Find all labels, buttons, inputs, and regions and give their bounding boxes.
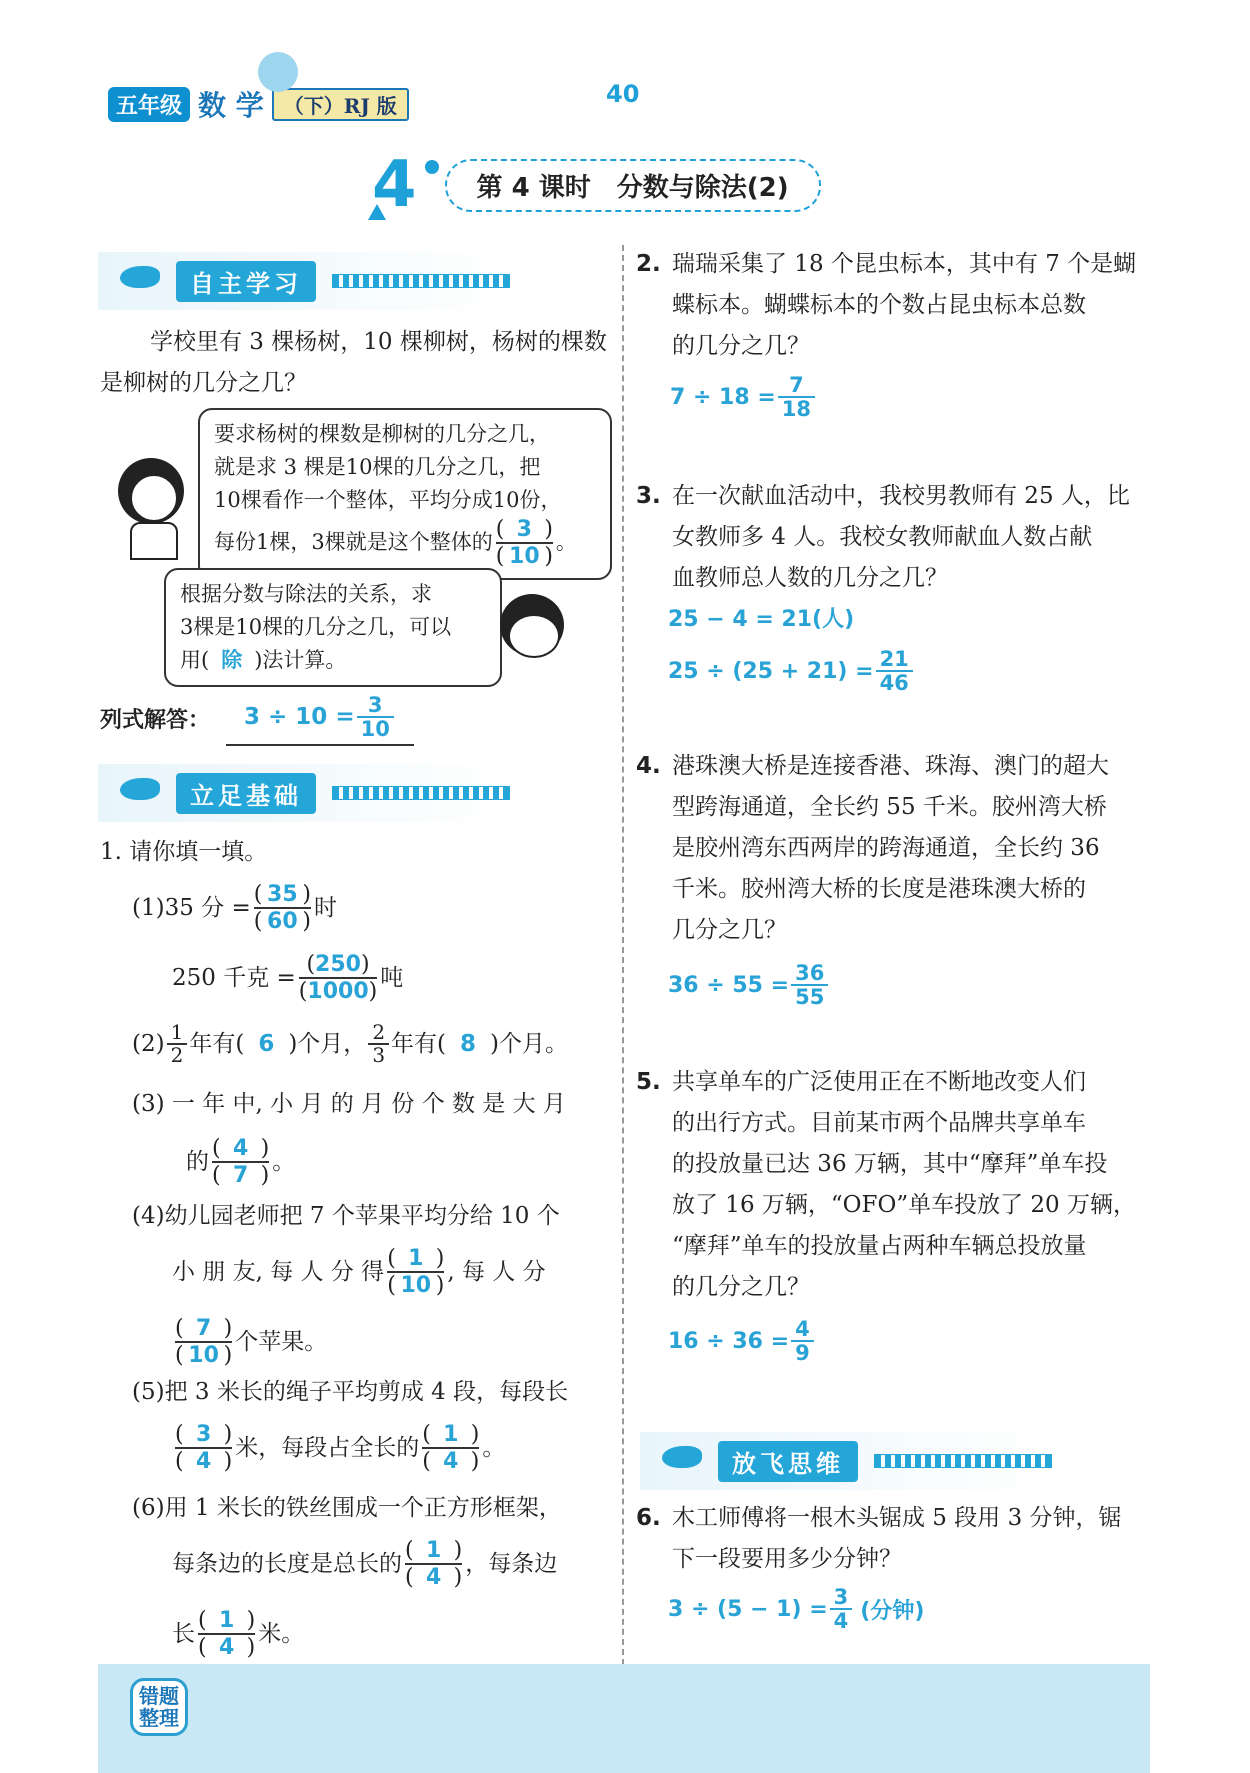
dot-icon xyxy=(425,160,439,174)
q3-answer-step2: 25 ÷ (25 + 21) = $\frac{21}{46}$ xyxy=(668,648,915,694)
q5-answer: 16 ÷ 36 = $\frac{4}{9}$ xyxy=(668,1318,816,1364)
solution-row xyxy=(100,694,414,746)
answer-value: 3 xyxy=(516,517,532,542)
question-line: 是胶州湾东西两岸的跨海通道，全长约 36 xyxy=(672,835,1100,861)
q1-part1b: 250 千克 = $\frac{(250)}{(1000)}$ 吨 xyxy=(172,952,404,1005)
bubble-line: 根据分数与除法的关系，求 xyxy=(180,582,432,606)
answer-value: 60 xyxy=(267,909,298,935)
fraction-den: 55 xyxy=(791,984,828,1008)
q1-part4: (4)幼儿园老师把 7 个苹果平均分给 10 个 xyxy=(132,1203,560,1229)
speech-bubble-girl xyxy=(198,408,612,580)
q1-part6: (6)用 1 米长的铁丝围成一个正方形框架， xyxy=(132,1495,562,1521)
question-line: 瑞瑞采集了 18 个昆虫标本，其中有 7 个是蝴 xyxy=(672,251,1137,277)
question-line: 港珠澳大桥是连接香港、珠海、澳门的超大 xyxy=(672,753,1109,779)
fraction-den: 18 xyxy=(778,396,815,420)
answer-unit: (分钟) xyxy=(860,1598,925,1624)
q3 xyxy=(636,476,1156,599)
lesson-title: 第 4 课时 分数与除法(2) xyxy=(445,159,821,212)
question-number: 5. xyxy=(636,1069,661,1095)
answer-value: 4 xyxy=(232,1136,249,1161)
mascot-icon xyxy=(258,52,298,92)
intro-question: 学校里有 3 棵杨树，10 棵柳树，杨树的棵数是柳树的几分之几？ xyxy=(100,329,607,396)
q3-answer-step1: 25 − 4 = 21(人) xyxy=(668,607,855,632)
question-line: 的几分之几？ xyxy=(672,333,810,359)
q1-part4-line2: 小 朋 友, 每 人 分 得 ( 1 ) ( 10 ) , 每 人 分 xyxy=(172,1246,546,1299)
lesson-header xyxy=(372,148,821,222)
question-line: 的出行方式。目前某市两个品牌共享单车 xyxy=(672,1110,1086,1136)
answer-value: 250 xyxy=(315,952,361,977)
fraction-num: 7 xyxy=(789,373,804,397)
fraction-den: 10 xyxy=(357,716,394,740)
question-line: 女教师多 4 人。我校女教师献血人数占献 xyxy=(672,524,1093,550)
bird-icon xyxy=(120,266,160,288)
answer-value: 1 xyxy=(425,1538,442,1563)
answer-value: 7 xyxy=(232,1163,249,1189)
section-self-study xyxy=(98,252,510,310)
question-number: 6. xyxy=(636,1505,661,1531)
bubble-line: 用( 除 )法计算。 xyxy=(180,648,347,672)
question-line: 几分之几？ xyxy=(672,917,787,943)
boy-avatar xyxy=(500,594,564,656)
column-divider xyxy=(622,245,624,1665)
error-notes-badge: 错题 整理 xyxy=(130,1678,188,1736)
answer-value: 4 xyxy=(195,1449,212,1475)
answer-value: 1000 xyxy=(307,979,369,1005)
q6-answer: 3 ÷ (5 − 1) = $\frac{3}{4}$ (分钟) xyxy=(668,1585,925,1634)
solution-expr: 3 ÷ 10 = xyxy=(244,703,355,730)
section-title: 立足基础 xyxy=(176,773,316,814)
dots-decoration xyxy=(332,274,510,288)
bubble-line: 10棵看作一个整体，平均分成10份， xyxy=(214,488,562,512)
fraction-num: 3 xyxy=(367,693,383,717)
bubble-line: 要求杨树的棵数是柳树的几分之几， xyxy=(214,422,550,446)
header-brand xyxy=(108,84,409,124)
bubble-line: 每份1棵，3棵就是这个整体的 $\frac{( 3 )}{( 10 )}$ 。 xyxy=(214,517,577,570)
answer-value: 10 xyxy=(509,544,540,570)
speech-bubble-boy xyxy=(164,568,502,687)
fraction-num: 3 xyxy=(833,1585,849,1609)
lesson-number: 4 xyxy=(372,148,417,222)
question-line: 的投放量已达 36 万辆，其中“摩拜”单车投 xyxy=(672,1151,1108,1177)
answer-value: 7 xyxy=(195,1316,212,1341)
q1-part6-line3: 长 ( 1 ) ( 4 ) 米。 xyxy=(172,1608,305,1661)
answer-value: 除 xyxy=(221,648,243,672)
question-line: 下一段要用多少分钟？ xyxy=(672,1546,902,1572)
dots-decoration xyxy=(332,786,510,800)
question-line: 血教师总人数的几分之几？ xyxy=(672,565,948,591)
section-title: 自主学习 xyxy=(176,261,316,302)
page-number: 40 xyxy=(606,80,640,108)
dots-decoration xyxy=(874,1454,1052,1468)
question-line: 千米。胶州湾大桥的长度是港珠澳大桥的 xyxy=(672,876,1086,902)
bird-icon xyxy=(120,778,160,800)
fraction-den: 46 xyxy=(876,670,913,694)
question-line: 蝶标本。蝴蝶标本的个数占昆虫标本总数 xyxy=(672,292,1086,318)
answer-value: 10 xyxy=(188,1343,219,1369)
q5 xyxy=(636,1062,1156,1308)
q1-part2: (2) $\frac{1}{2}$ 年有( 6 )个月， $\frac{2}{3}$ 年有( 8 )个月。 xyxy=(132,1020,569,1067)
girl-body xyxy=(130,522,178,560)
q4-answer: 36 ÷ 55 = $\frac{36}{55}$ xyxy=(668,962,830,1008)
answer-value: 1 xyxy=(408,1246,424,1271)
girl-avatar xyxy=(118,458,184,524)
question-line: 在一次献血活动中，我校男教师有 25 人，比 xyxy=(672,483,1130,509)
answer-value: 4 xyxy=(218,1635,235,1661)
q1-part3: (3) 一 年 中, 小 月 的 月 份 个 数 是 大 月 xyxy=(132,1091,566,1117)
question-line: 型跨海通道，全长约 55 千米。胶州湾大桥 xyxy=(672,794,1107,820)
q2 xyxy=(636,244,1156,367)
section-title: 放飞思维 xyxy=(718,1441,858,1482)
answer-value: 3 xyxy=(195,1422,212,1447)
fraction-den: 9 xyxy=(791,1340,814,1364)
version-label: （下）RJ 版 xyxy=(272,88,409,121)
answer-value: 10 xyxy=(400,1273,432,1299)
answer-value: 1 xyxy=(443,1422,459,1447)
answer-value: 8 xyxy=(460,1030,477,1057)
answer-value: 35 xyxy=(267,882,298,907)
question-line: 放了 16 万辆，“OFO”单车投放了 20 万辆， xyxy=(672,1192,1136,1218)
answer-value: 6 xyxy=(258,1030,275,1057)
answer-value: 1 xyxy=(218,1608,235,1633)
question-line: 的几分之几？ xyxy=(672,1274,810,1300)
fraction-num: 4 xyxy=(795,1317,810,1341)
grade-label: 五年级 xyxy=(108,87,190,122)
bubble-line: 3棵是10棵的几分之几，可以 xyxy=(180,615,452,639)
question-number: 4. xyxy=(636,753,661,779)
question-line: 木工师傅将一根木头锯成 5 段用 3 分钟，锯 xyxy=(672,1505,1122,1531)
fraction-den: 4 xyxy=(830,1608,853,1632)
q1-title: 1. 请你填一填。 xyxy=(100,839,268,865)
fraction-num: 36 xyxy=(795,961,825,985)
q6 xyxy=(636,1498,1156,1580)
answer-value: 4 xyxy=(425,1565,442,1591)
q1-part6-line2: 每条边的长度是总长的 ( 1 ) ( 4 ) ，每条边 xyxy=(172,1538,558,1591)
fraction-num: 21 xyxy=(879,647,909,671)
subject-label: 数 学 xyxy=(198,89,264,122)
q4 xyxy=(636,746,1156,951)
question-number: 2. xyxy=(636,251,661,277)
q1-part4-line3: ( 7 ) ( 10 ) 个苹果。 xyxy=(175,1316,328,1369)
q1-part3-answer: 的 ( 4 ) ( 7 ) 。 xyxy=(186,1136,296,1189)
q1-part5-line2: ( 3 ) ( 4 ) 米，每段占全长的 ( 1 ) ( 4 ) 。 xyxy=(175,1422,506,1475)
triangle-icon xyxy=(368,204,386,220)
solution-label: 列式解答： xyxy=(100,707,211,733)
bird-icon xyxy=(662,1446,702,1468)
section-thinking xyxy=(640,1432,1052,1490)
footer-band xyxy=(98,1664,1150,1773)
question-line: 共享单车的广泛使用正在不断地改变人们 xyxy=(672,1069,1086,1095)
q1-part1a: (1)35 分 = $\frac{( 35 )}{( 60 )}$ 时 xyxy=(132,882,337,935)
bubble-line: 就是求 3 棵是10棵的几分之几，把 xyxy=(214,455,541,479)
section-basics xyxy=(98,764,510,822)
answer-value: 4 xyxy=(443,1449,459,1475)
q2-answer: 7 ÷ 18 = $\frac{7}{18}$ xyxy=(670,374,817,420)
question-line: “摩拜”单车的投放量占两种车辆总投放量 xyxy=(672,1233,1087,1259)
question-number: 3. xyxy=(636,483,661,509)
q1-part5: (5)把 3 米长的绳子平均剪成 4 段，每段长 xyxy=(132,1379,569,1405)
